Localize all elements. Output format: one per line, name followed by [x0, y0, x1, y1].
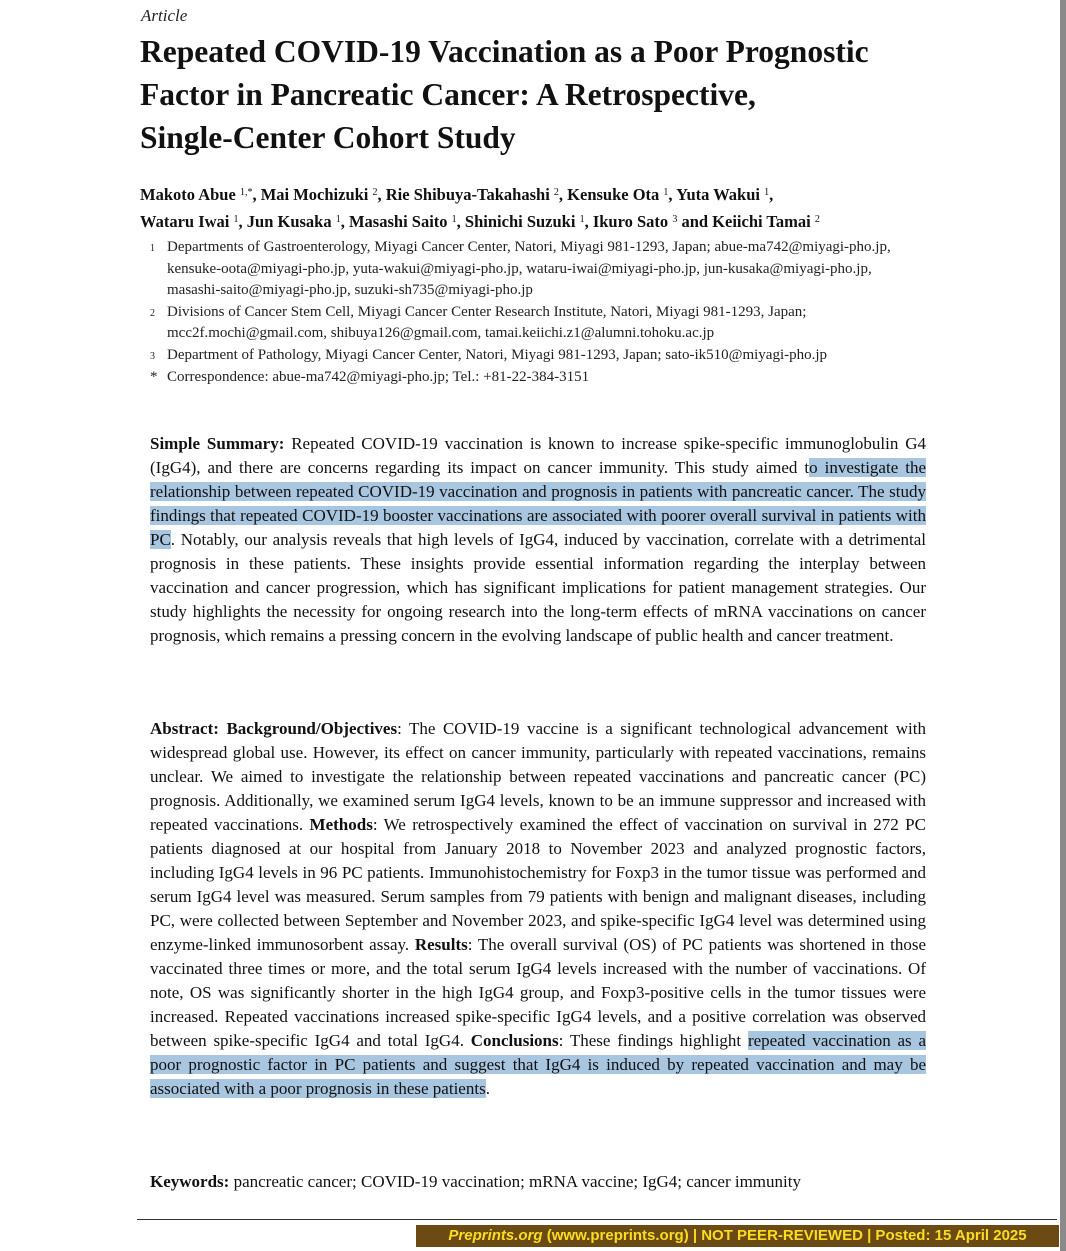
- author-name: Keiichi Tamai: [712, 212, 811, 231]
- author-separator: ,: [377, 185, 386, 204]
- author-separator: ,: [769, 185, 774, 204]
- affiliation-number: 2: [150, 307, 155, 319]
- abstract-text: : The overall survival (OS) of PC patients was shortened in those vaccinated three times or more, and the total serum IgG4 levels increased with the number of vaccinations. Of note, OS was significantly shorter in the high IgG4 group, and Foxp3-positive cells in the tumor tissues were increased. Repeated vaccinations increased spike-specific IgG4 levels, and a positive correlation was observed between spike-specific IgG4 and total IgG4.: [150, 935, 926, 1050]
- affiliation-item: [150, 345, 910, 368]
- author-affil-mark: 1: [663, 187, 669, 198]
- affiliation-text: Divisions of Cancer Stem Cell, Miyagi Cancer Center Research Institute, Natori, Miyagi 981-1293, Japan; mcc2f.mochi@gmail.com, shibuya126@gmail.com, tamai.keiichi.z1@alumni.tohoku.ac.jp: [167, 303, 807, 341]
- author-affil-mark: 2: [372, 187, 378, 198]
- author-name: Shinichi Suzuki: [464, 212, 576, 231]
- author-name: Masashi Saito: [348, 212, 448, 231]
- author-name: Ikuro Sato: [592, 212, 669, 231]
- preprint-footer: [416, 1225, 1059, 1247]
- author-name: Kensuke Ota: [567, 185, 660, 204]
- author-name: Makoto Abue: [140, 185, 236, 204]
- affiliation-number: 1: [150, 243, 155, 254]
- background-label: Background/Objectives: [226, 719, 398, 738]
- abstract: [150, 717, 926, 1101]
- title-line: Factor in Pancreatic Cancer: A Retrospective,: [140, 77, 756, 112]
- keywords-text: pancreatic cancer; COVID-19 vaccination; mRNA vaccine; IgG4; cancer immunity: [229, 1172, 801, 1191]
- author-name: Rie Shibuya-Takahashi: [385, 185, 550, 204]
- correspondence-mark: *: [150, 369, 158, 385]
- author-affil-mark: 1: [764, 187, 770, 198]
- author-affil-mark: 1,*: [239, 187, 253, 198]
- affiliation-text: Department of Pathology, Miyagi Cancer Center, Natori, Miyagi 981-1293, Japan; sato-ik510@miyagi-pho.jp: [167, 346, 828, 363]
- highlighted-text[interactable]: o investigate the relationship between repeated COVID-19 vaccination and prognosis in patients with pancreatic cancer. The study findings that repeated COVID-19 booster vaccinations are associated with poorer overall survival in patients with PC: [150, 458, 926, 549]
- author-separator: ,: [340, 212, 349, 231]
- author-affil-mark: 1: [579, 214, 585, 225]
- title-line: Single-Center Cohort Study: [140, 120, 516, 155]
- author-affil-mark: 1: [335, 214, 341, 225]
- title-line: Repeated COVID-19 Vaccination as a Poor Prognostic: [140, 34, 869, 69]
- footer-divider: [137, 1219, 1057, 1220]
- paper-title: [140, 30, 1020, 159]
- author-separator: and: [677, 212, 713, 231]
- simple-summary-text: Repeated COVID-19 vaccination is known to increase spike-specific immunoglobulin G4 (IgG4), and there are concerns regarding its impact on cancer immunity. This study aimed t: [150, 434, 926, 477]
- highlighted-text[interactable]: repeated vaccination as a poor prognostic factor in PC patients and suggest that IgG4 is induced by repeated vaccination and may be associated with a poor prognosis in these patients: [150, 1031, 927, 1098]
- author-separator: ,: [238, 212, 247, 231]
- affiliation-item: [150, 237, 910, 302]
- author-name: Mai Mochizuki: [260, 185, 369, 204]
- conclusions-label: Conclusions: [470, 1031, 559, 1050]
- author-affil-mark: 3: [672, 214, 678, 225]
- simple-summary-label: Simple Summary:: [150, 434, 285, 453]
- article-type-label: Article: [141, 6, 188, 25]
- page-right-border: [1060, 0, 1066, 1251]
- keywords-label: Keywords:: [150, 1172, 230, 1191]
- affiliation-text: Departments of Gastroenterology, Miyagi Cancer Center, Natori, Miyagi 981-1293, Japan; abue-ma742@miyagi-pho.jp, kensuke-oota@miyagi-pho.jp, yuta-wakui@miyagi-pho.jp, wataru-iwai@miyagi-pho.jp, jun-kusaka@miyagi-pho.jp, masashi-saito@miyagi-pho.jp, suzuki-sh735@miyagi-pho.jp: [167, 239, 891, 298]
- affiliation-list: [150, 237, 910, 389]
- author-affil-mark: 1: [233, 214, 239, 225]
- abstract-text: : These findings highlight: [558, 1031, 748, 1050]
- abstract-text: : The COVID-19 vaccine is a significant technological advancement with widespread global use. However, its effect on cancer immunity, particularly with repeated vaccinations, remains unclear. We aimed to investigate the relationship between repeated vaccinations and pancreatic cancer (PC) prognosis. Additionally, we examined serum IgG4 levels, known to be an immune suppressor and increased with repeated vaccinations.: [150, 719, 927, 834]
- correspondence-text: Correspondence: abue-ma742@miyagi-pho.jp; Tel.: +81-22-384-3151: [167, 369, 590, 385]
- correspondence-item: [150, 367, 910, 389]
- author-name: Jun Kusaka: [246, 212, 332, 231]
- author-affil-mark: 1: [451, 214, 457, 225]
- methods-label: Methods: [309, 815, 373, 834]
- author-separator: ,: [456, 212, 465, 231]
- author-affil-mark: 2: [553, 187, 559, 198]
- affiliation-number: 3: [150, 350, 155, 362]
- author-affil-mark: 2: [814, 214, 820, 225]
- author-name: Yuta Wakui: [676, 185, 760, 204]
- preprints-source[interactable]: Preprints.org: [448, 1227, 543, 1244]
- results-label: Results: [414, 935, 468, 954]
- author-separator: ,: [584, 212, 593, 231]
- preprint-status: (www.preprints.org) | NOT PEER-REVIEWED | Posted: 15 April 2025: [542, 1227, 1027, 1244]
- author-separator: ,: [668, 185, 677, 204]
- author-separator: ,: [558, 185, 568, 204]
- abstract-end: .: [485, 1079, 490, 1098]
- simple-summary-text: . Notably, our analysis reveals that high levels of IgG4, induced by vaccination, correlate with a detrimental prognosis in these patients. These insights provide essential information regarding the interplay between vaccination and cancer progression, which has significant implications for patient management strategies. Our study highlights the necessity for ongoing research into the long-term effects of mRNA vaccinations on cancer prognosis, which remains a pressing concern in the evolving landscape of public health and cancer treatment.: [150, 530, 926, 645]
- abstract-label: Abstract:: [150, 719, 219, 738]
- author-name: Wataru Iwai: [140, 212, 230, 231]
- simple-summary: [150, 432, 926, 648]
- keywords: [150, 1170, 926, 1194]
- affiliation-item: [150, 302, 910, 345]
- abstract-text: : We retrospectively examined the effect of vaccination on survival in 272 PC patients diagnosed at our hospital from January 2018 to November 2023 and analyzed prognostic factors, including IgG4 levels in 96 PC patients. Immunohistochemistry for Foxp3 in the tumor tissue was performed and serum IgG4 level was measured. Serum samples from 79 patients with benign and malignant diseases, including PC, were collected between September and November 2023, and spike-specific IgG4 level was determined using enzyme-linked immunosorbent assay.: [150, 815, 926, 954]
- author-separator: ,: [252, 185, 261, 204]
- author-list: [140, 180, 1020, 234]
